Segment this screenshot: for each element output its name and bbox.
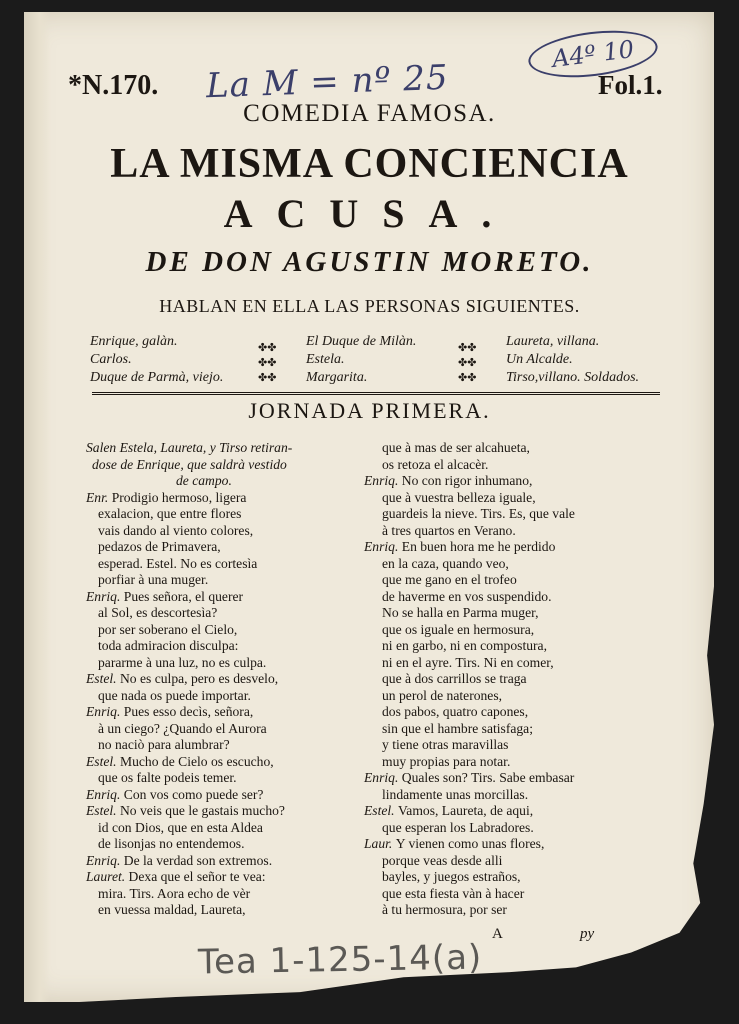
catchword: py: [580, 926, 595, 942]
speaker-label: Enriq.: [86, 704, 124, 719]
verse-text: id con Dios, que en esta Aldea: [98, 819, 263, 835]
verse-text: y tiene otras maravillas: [382, 737, 509, 752]
verse-line: [364, 605, 575, 622]
verse-line: [364, 803, 575, 820]
verse-text: exalacion, que entre flores: [98, 506, 242, 521]
section-rule: [92, 392, 660, 395]
verse-text: sin que el hambre satisfaga;: [382, 720, 533, 736]
verse-text: que à mas de ser alcahueta,: [382, 440, 530, 455]
verse-line: [364, 490, 575, 507]
verse-line: [86, 523, 292, 540]
verse-line: [364, 572, 575, 589]
cast-entry: Enrique, galàn.: [90, 334, 178, 349]
verse-line: [86, 589, 292, 606]
verse-text: ni en el ayre. Tirs. Ni en comer,: [382, 654, 554, 670]
verse-line: [86, 754, 292, 771]
cast-column-2: [306, 333, 416, 387]
verse-text: que à dos carrillos se traga: [382, 671, 527, 686]
cast-entry: El Duque de Milàn.: [306, 334, 417, 349]
verse-line: [364, 836, 575, 853]
verse-text: guardeis la nieve. Tirs. Es, que vale: [382, 506, 575, 521]
cast-ornament-right: ✤✤ ✤✤ ✤✤: [458, 341, 477, 384]
verse-line: [86, 440, 292, 457]
stage-direction: de campo.: [176, 473, 232, 488]
verse-text: Pues esso decìs, señora,: [123, 704, 254, 719]
verse-line: [86, 556, 292, 573]
manuscript-corner-note: A4º 10: [526, 24, 660, 84]
verse-text: Quales son? Tirs. Sabe embasar: [401, 770, 575, 785]
folio-number: Fol.1.: [598, 70, 663, 100]
verse-text: No veis que le gastais mucho?: [119, 803, 285, 818]
verse-line: [364, 754, 575, 771]
verse-line: [364, 688, 575, 705]
verse-text: porque veas desde alli: [382, 852, 503, 868]
speaker-label: Enr.: [86, 489, 112, 505]
signature-mark: A: [492, 926, 503, 942]
cast-entry: Laureta, villana.: [506, 334, 600, 349]
verse-text: ni en garbo, ni en compostura,: [382, 638, 547, 653]
verse-line: [86, 457, 292, 474]
verse-line: [364, 704, 575, 721]
speaker-label: Estel.: [86, 803, 120, 818]
verse-text: Y vienen como unas flores,: [395, 836, 545, 851]
verse-line: [86, 622, 292, 639]
speaker-label: Estel.: [86, 753, 120, 769]
verse-text: pararme à una luz, no es culpa.: [98, 654, 267, 670]
title-line-2: ACUSA.: [223, 191, 516, 236]
verse-text: pedazos de Primavera,: [98, 539, 221, 554]
verse-text: toda admiracion disculpa:: [98, 638, 239, 653]
verse-line: [86, 886, 292, 903]
verse-line: [86, 688, 292, 705]
cast-entry: Carlos.: [90, 352, 132, 367]
verse-line: [86, 820, 292, 837]
verse-text: à tu hermosura, por ser: [382, 902, 507, 917]
verse-text: os retoza el alcacèr.: [382, 456, 489, 472]
verse-text: de lisonjas no entendemos.: [98, 836, 245, 851]
verse-line: [364, 440, 575, 457]
verse-line: [364, 869, 575, 886]
act-heading: JORNADA PRIMERA.: [248, 398, 491, 423]
verse-line: [364, 506, 575, 523]
verse-text: no naciò para alumbrar?: [98, 737, 230, 752]
verse-text: en vuessa maldad, Laureta,: [98, 902, 246, 917]
verse-line: [364, 671, 575, 688]
verse-line: [86, 473, 292, 490]
verse-line: [86, 770, 292, 787]
verse-line: [86, 853, 292, 870]
verse-text: No es culpa, pero es desvelo,: [119, 671, 279, 686]
verse-text: que à vuestra belleza iguale,: [382, 489, 536, 505]
verse-text: En buen hora me he perdido: [401, 539, 556, 554]
pencil-shelfmark: Tea 1-125-14(a): [197, 937, 483, 983]
issue-number: *N.170.: [68, 70, 159, 101]
text-column-right: [364, 440, 575, 919]
verse-line: [364, 853, 575, 870]
cast-entry: Un Alcalde.: [506, 352, 573, 367]
verse-text: lindamente unas morcillas.: [382, 786, 529, 802]
verse-text: Dexa que el señor te vea:: [128, 869, 266, 884]
verse-line: [86, 671, 292, 688]
verse-line: [364, 589, 575, 606]
verse-text: un perol de naterones,: [382, 687, 503, 703]
speaker-label: Enriq.: [364, 473, 402, 488]
verse-line: [364, 556, 575, 573]
verse-line: [364, 473, 575, 490]
verse-line: [364, 457, 575, 474]
subtitle: COMEDIA FAMOSA.: [243, 100, 496, 127]
cast-heading: HABLAN EN ELLA LAS PERSONAS SIGUIENTES.: [159, 296, 580, 316]
verse-text: por ser soberano el Cielo,: [98, 621, 238, 637]
speaker-label: Enriq.: [364, 539, 402, 554]
verse-text: bayles, y juegos estraños,: [382, 869, 521, 884]
speaker-label: Enriq.: [86, 588, 124, 604]
verse-text: Pues señora, el querer: [123, 588, 244, 604]
cast-entry: Duque de Parmà, viejo.: [90, 370, 224, 385]
verse-text: esperad. Estel. No es cortesìa: [98, 555, 258, 571]
verse-text: en la caza, quando veo,: [382, 555, 509, 571]
verse-text: que esperan los Labradores.: [382, 819, 534, 835]
verse-line: [86, 836, 292, 853]
verse-text: que os iguale en hermosura,: [382, 621, 535, 637]
verse-text: vais dando al viento colores,: [98, 522, 254, 538]
verse-line: [86, 539, 292, 556]
cast-column-3: [506, 333, 639, 387]
cast-entry: Estela.: [306, 352, 345, 367]
verse-text: à tres quartos en Verano.: [382, 522, 516, 538]
cast-column-1: [90, 333, 223, 387]
author-line: DE DON AGUSTIN MORETO.: [145, 246, 594, 278]
verse-line: [364, 638, 575, 655]
verse-text: porfiar à una muger.: [98, 572, 209, 587]
speaker-label: Laur.: [364, 836, 396, 851]
verse-text: que nada os puede importar.: [98, 687, 251, 703]
text-column-left: [86, 440, 292, 919]
verse-line: [364, 737, 575, 754]
verse-line: [86, 869, 292, 886]
verse-line: [364, 655, 575, 672]
verse-line: [364, 539, 575, 556]
verse-text: Mucho de Cielo os escucho,: [119, 753, 274, 769]
verse-text: de haverme en vos suspendido.: [382, 588, 552, 604]
stage-direction: Salen Estela, Laureta, y Tirso retiran-: [86, 440, 293, 455]
speaker-label: Estel.: [364, 803, 398, 818]
speaker-label: Enriq.: [86, 786, 124, 802]
verse-text: dos pabos, quatro capones,: [382, 704, 529, 719]
verse-text: que os falte podeis temer.: [98, 770, 237, 785]
cast-ornament-left: ✤✤ ✤✤ ✤✤: [258, 341, 277, 384]
verse-line: [86, 655, 292, 672]
verse-line: [86, 737, 292, 754]
verse-text: mira. Tirs. Aora echo de vèr: [98, 885, 251, 901]
verse-line: [86, 605, 292, 622]
verse-line: [86, 721, 292, 738]
verse-text: muy propias para notar.: [382, 753, 511, 769]
verse-line: [86, 572, 292, 589]
speaker-label: Enriq.: [364, 770, 402, 785]
verse-text: De la verdad son extremos.: [123, 852, 273, 868]
verse-text: que esta fiesta vàn à hacer: [382, 885, 525, 901]
verse-text: Con vos como puede ser?: [123, 786, 264, 802]
verse-line: [364, 886, 575, 903]
stage-direction: dose de Enrique, que saldrà vestido: [92, 456, 287, 472]
verse-line: [364, 820, 575, 837]
verse-line: [86, 506, 292, 523]
verse-text: à un ciego? ¿Quando el Aurora: [98, 720, 267, 736]
verse-text: No se halla en Parma muger,: [382, 605, 539, 620]
verse-line: [86, 490, 292, 507]
speaker-label: Enriq.: [86, 852, 124, 868]
verse-line: [86, 638, 292, 655]
manuscript-signature: La M = nº 25: [205, 57, 450, 107]
verse-text: Vamos, Laureta, de aqui,: [397, 803, 534, 818]
speaker-label: Estel.: [86, 671, 120, 686]
cast-entry: Margarita.: [306, 370, 368, 385]
verse-line: [86, 902, 292, 919]
speaker-label: Lauret.: [86, 869, 129, 884]
verse-text: que me gano en el trofeo: [382, 572, 517, 587]
verse-line: [364, 770, 575, 787]
title-line-1: LA MISMA CONCIENCIA: [110, 141, 629, 187]
verse-text: No con rigor inhumano,: [401, 473, 533, 488]
verse-line: [364, 622, 575, 639]
verse-line: [86, 704, 292, 721]
verse-line: [364, 721, 575, 738]
verse-line: [364, 523, 575, 540]
verse-line: [364, 902, 575, 919]
cast-entry: Tirso,villano. Soldados.: [506, 370, 640, 385]
verse-line: [86, 787, 292, 804]
verse-text: al Sol, es descortesìa?: [98, 605, 218, 620]
verse-line: [364, 787, 575, 804]
verse-text: Prodigio hermoso, ligera: [111, 489, 247, 505]
verse-line: [86, 803, 292, 820]
